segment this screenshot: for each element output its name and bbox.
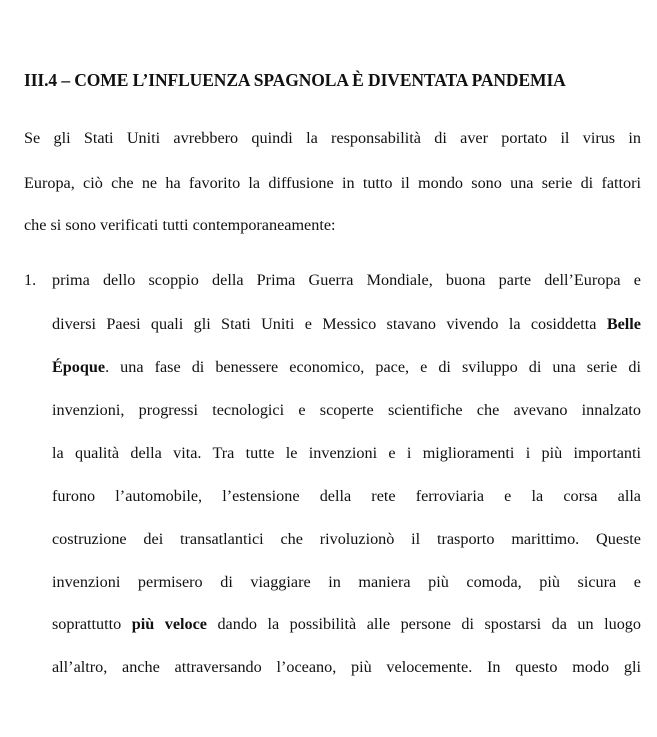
list-item-line [52, 357, 641, 377]
list-item-number: 1. [24, 271, 37, 289]
list-item-line: la qualità della vita. Tra tutte le invenzioni e i miglioramenti i più importanti [52, 444, 641, 462]
list-item-line: invenzioni permisero di viaggiare in maniera più comoda, più sicura e [52, 573, 641, 591]
paragraph-line: Se gli Stati Uniti avrebbero quindi la responsabilità di aver portato il virus in [24, 129, 641, 147]
paragraph-line: che si sono verificati tutti contemporaneamente: [24, 216, 336, 234]
list-item-line: costruzione dei transatlantici che rivoluzionò il trasporto marittimo. Queste [52, 530, 641, 548]
list-item-line: invenzioni, progressi tecnologici e scoperte scientifiche che avevano innalzato [52, 401, 641, 419]
list-item-line: prima dello scoppio della Prima Guerra Mondiale, buona parte dell’Europa e [52, 271, 641, 289]
list-item-line: all’altro, anche attraversando l’oceano, più velocemente. In questo modo gli [52, 658, 641, 676]
list-item-line: furono l’automobile, l’estensione della rete ferroviaria e la corsa alla [52, 487, 641, 505]
bold-term-belle: Belle [606, 315, 641, 333]
list-item-line [52, 614, 641, 634]
bold-term-piu-veloce: più veloce [131, 615, 207, 633]
text-run: . una fase di benessere economico, pace, e di sviluppo di una serie di [105, 358, 641, 376]
text-run: diversi Paesi quali gli Stati Uniti e Messico stavano vivendo la cosiddetta [52, 315, 607, 333]
paragraph-line: Europa, ciò che ne ha favorito la diffusione in tutto il mondo sono una serie di fattori [24, 174, 641, 192]
bold-term-epoque: Époque [52, 358, 106, 376]
section-heading: III.4 – COME L’INFLUENZA SPAGNOLA È DIVENTATA PANDEMIA [24, 70, 566, 90]
list-item-line [52, 314, 641, 334]
text-run: soprattutto [52, 615, 132, 633]
text-run: dando la possibilità alle persone di spostarsi da un luogo [206, 615, 641, 633]
